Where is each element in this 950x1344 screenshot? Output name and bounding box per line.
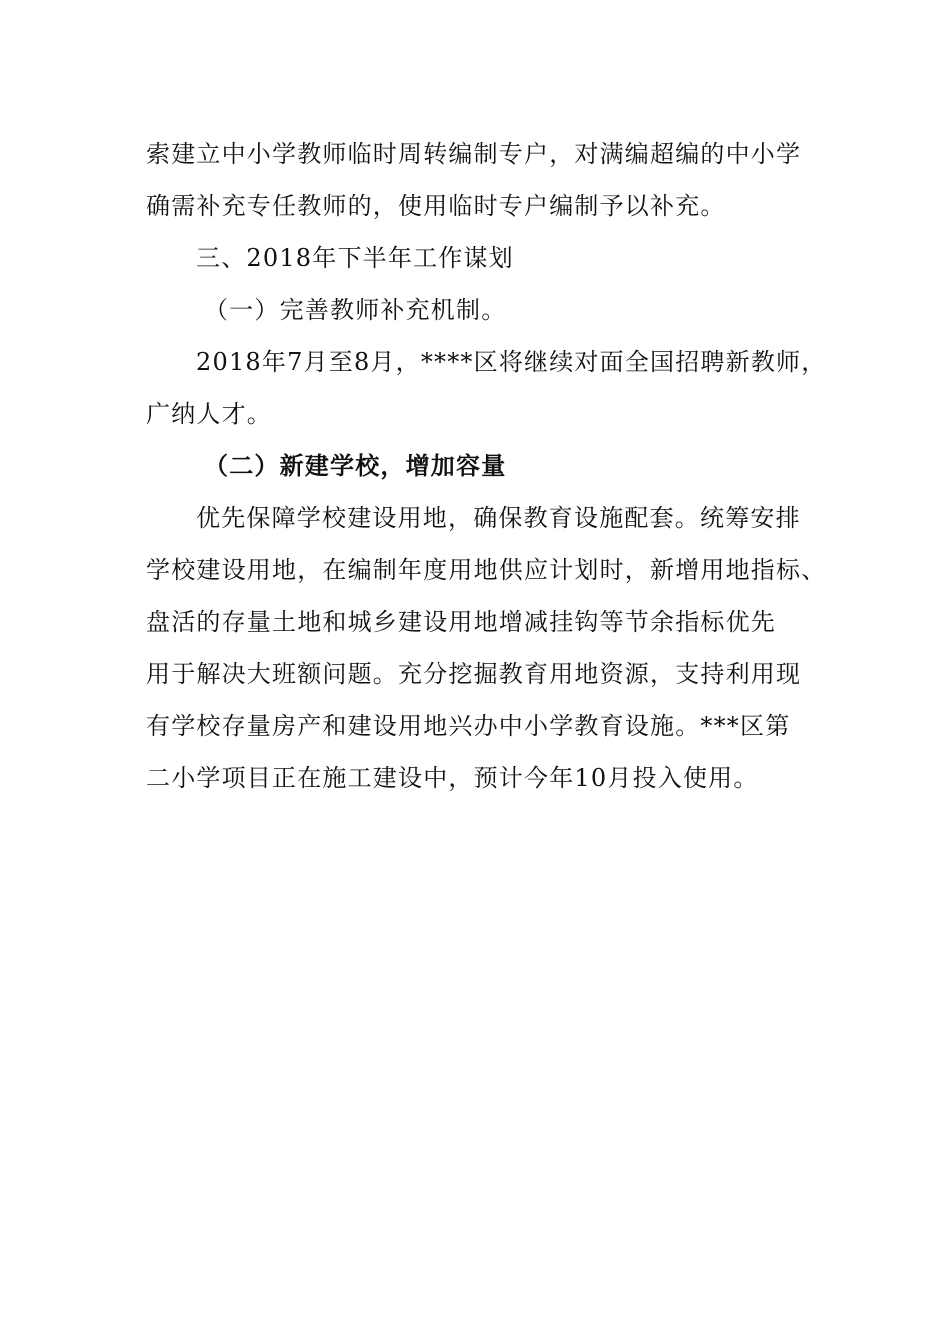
paragraph-line: 学校建设用地，在编制年度用地供应计划时，新增用地指标、 xyxy=(146,556,827,584)
paragraph-line: 优先保障学校建设用地，确保教育设施配套。统筹安排 xyxy=(196,504,801,532)
paragraph-line: 二小学项目正在施工建设中，预计今年10月投入使用。 xyxy=(146,764,759,792)
paragraph-line: 用于解决大班额问题。充分挖掘教育用地资源，支持利用现 xyxy=(146,660,802,688)
paragraph-line: 盘活的存量土地和城乡建设用地增减挂钩等节余指标优先 xyxy=(146,608,776,636)
subsection-heading: （一）完善教师补充机制。 xyxy=(204,296,507,324)
paragraph-line: 索建立中小学教师临时周转编制专户，对满编超编的中小学 xyxy=(146,140,802,168)
document-body xyxy=(146,128,827,804)
section-heading: 三、2018年下半年工作谋划 xyxy=(196,244,514,272)
paragraph-line: 2018年7月至8月，****区将继续对面全国招聘新教师， xyxy=(196,348,827,376)
subsection-heading-bold: （二）新建学校，增加容量 xyxy=(204,452,507,480)
paragraph-line: 确需补充专任教师的，使用临时专户编制予以补充。 xyxy=(146,192,726,220)
paragraph-line: 广纳人才。 xyxy=(146,400,272,428)
paragraph-line: 有学校存量房产和建设用地兴办中小学教育设施。***区第 xyxy=(146,712,791,740)
